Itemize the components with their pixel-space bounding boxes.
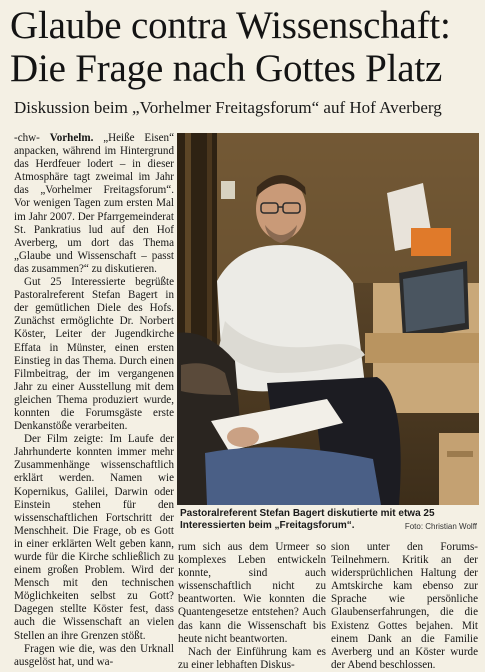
headline [10,4,478,90]
paragraph-text: „Heiße Eisen“ anpacken, während im Hintergrund das Herdfeuer lodert – in dieser Atmosphäre tagt zweimal im Jahr das „Vorhelmer Freitagsforum“. Vor wenigen Tagen zum ersten Mal im Jahr 2007. Der Pfarrgemeinderat St. Pankratius lud auf den Hof Averberg, um dort das Thema „Glaube und Wissenschaft – passt das zusammen?“ zu diskutieren. [14,132,174,275]
paragraph: Der Film zeigte: Im Laufe der Jahrhunderte konnten immer mehr Zusammenhänge wissenschaftlich erklärt werden. Namen wie Kopernikus, Galilei, Darwin oder Einstein stehen für den wissenschaftlichen Fortschritt der Menschheit. Die Frage, ob es Gott in einer erklärten Welt geben kann, wurde für die Kirche schließlich zu einem großen Problem. Wird der Mensch mit den technischen Möglichkeiten selbst zu Gott? Dagegen stellte Köster fest, dass auch die Wissenschaft an vielen Stellen an ihre Grenzen stößt. [14,433,174,642]
paragraph: rum sich aus dem Urmeer so komplexes Leben entwickeln konnte, sind auch wissenschaftlich nicht zu beantworten. Wie konnten die Quantengesetze entstehen? Auch das kann die Wissenschaft bis heute nicht beantworten. [178,541,326,645]
paragraph: Nach der Einführung kam es zu einer lebhaften Diskus- [178,645,326,671]
headline-line-1: Glaube contra Wissenschaft: [10,4,451,47]
photo-credit: Foto: Christian Wolff [404,522,477,531]
article-column-2 [178,541,326,672]
photo-caption: Pastoralreferent Stefan Bagert diskutierte mit etwa 25 Interessierten beim „Freitagsforum“. [180,508,435,531]
byline: -chw- [14,132,40,144]
paragraph: sion unter den Forums-Teilnehmern. Kritik an der widersprüchlichen Haltung der Amtskirche kam ebenso zur Sprache wie persönliche Glaubenserfahrungen, die die Existenz Gottes bejahen. Mit einem Dank an die Familie Averberg und an Köster wurde der Abend beschlossen. [331,541,478,671]
headline-line-2: Die Frage nach Gottes Platz [10,47,443,90]
article-photo [177,133,479,505]
paragraph [14,132,174,276]
paragraph: Fragen wie die, was den Urknall ausgelöst hat, und wa- [14,642,174,668]
photo-illustration [177,133,479,505]
subheadline: Diskussion beim „Vorhelmer Freitagsforum“ auf Hof Averberg [14,98,442,117]
article-column-3 [331,541,478,672]
paragraph: Gut 25 Interessierte begrüßte Pastoralreferent Stefan Bagert in der gemütlichen Diele des Hofs. Zunächst ermöglichte Dr. Norbert Köster, Leiter der Jugendkirche Effata in Münster, einen ersten Einstieg in das Thema. Durch einen Filmbeitrag, der im vergangenen Jahr zu einer Ausstellung mit dem gleichen Thema produziert wurde, konnten die Forumsgäste erste Denkanstöße verarbeiten. [14,276,174,433]
article-column-1 [14,132,174,669]
dateline: Vorhelm. [49,132,94,144]
